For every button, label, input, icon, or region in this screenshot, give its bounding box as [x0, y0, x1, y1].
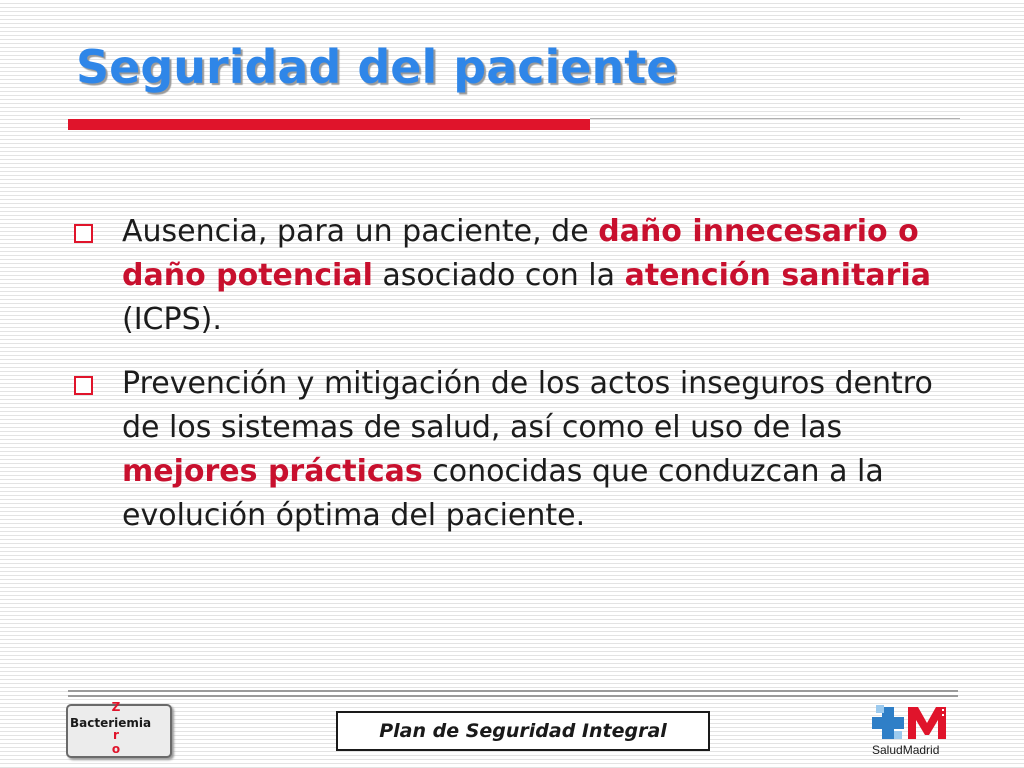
bullet-item	[70, 210, 970, 342]
slide-title: Seguridad del paciente	[76, 40, 678, 94]
bullet-text-segment: Ausencia, para un paciente, de	[122, 214, 599, 249]
bacteriemia-zero-logo	[66, 700, 170, 758]
salud-madrid-mark-icon	[872, 703, 958, 743]
bullet-highlight: daño innecesario o daño potencial	[122, 214, 919, 293]
bullet-text-segment: Prevención y mitigación de los actos inseguros dentro de los sistemas de salud, así como el uso de las	[122, 366, 933, 445]
footer-title-box	[336, 711, 710, 751]
logo-letter: o	[111, 742, 121, 756]
footer-title: Plan de Seguridad Integral	[379, 720, 667, 742]
logo-letter: Z	[111, 700, 121, 714]
footer-divider	[68, 690, 958, 692]
bullet-text-segment: conocidas que conduzcan a la evolución óptima del paciente.	[122, 454, 884, 533]
logo-word: Bacteriemia	[70, 716, 152, 730]
square-bullet-icon	[74, 224, 93, 243]
square-bullet-icon	[74, 376, 93, 395]
logo-vertical-letters	[110, 700, 122, 756]
title-underline-rule	[590, 118, 960, 119]
bullet-item	[70, 362, 970, 538]
bullet-text-segment: (ICPS).	[122, 302, 222, 337]
salud-madrid-logo	[872, 703, 958, 759]
bullet-text	[122, 366, 933, 533]
logo-letter: r	[113, 728, 119, 742]
bullet-text	[122, 214, 931, 337]
bullet-text-segment: asociado con la	[372, 258, 625, 293]
bullet-highlight: atención sanitaria	[624, 258, 931, 293]
title-underline-bar	[68, 119, 590, 130]
bullet-list	[70, 210, 970, 558]
salud-madrid-label: SaludMadrid	[872, 743, 940, 757]
footer-divider	[68, 695, 958, 697]
logo-letter-gap	[110, 714, 122, 728]
bullet-highlight: mejores prácticas	[122, 454, 423, 489]
